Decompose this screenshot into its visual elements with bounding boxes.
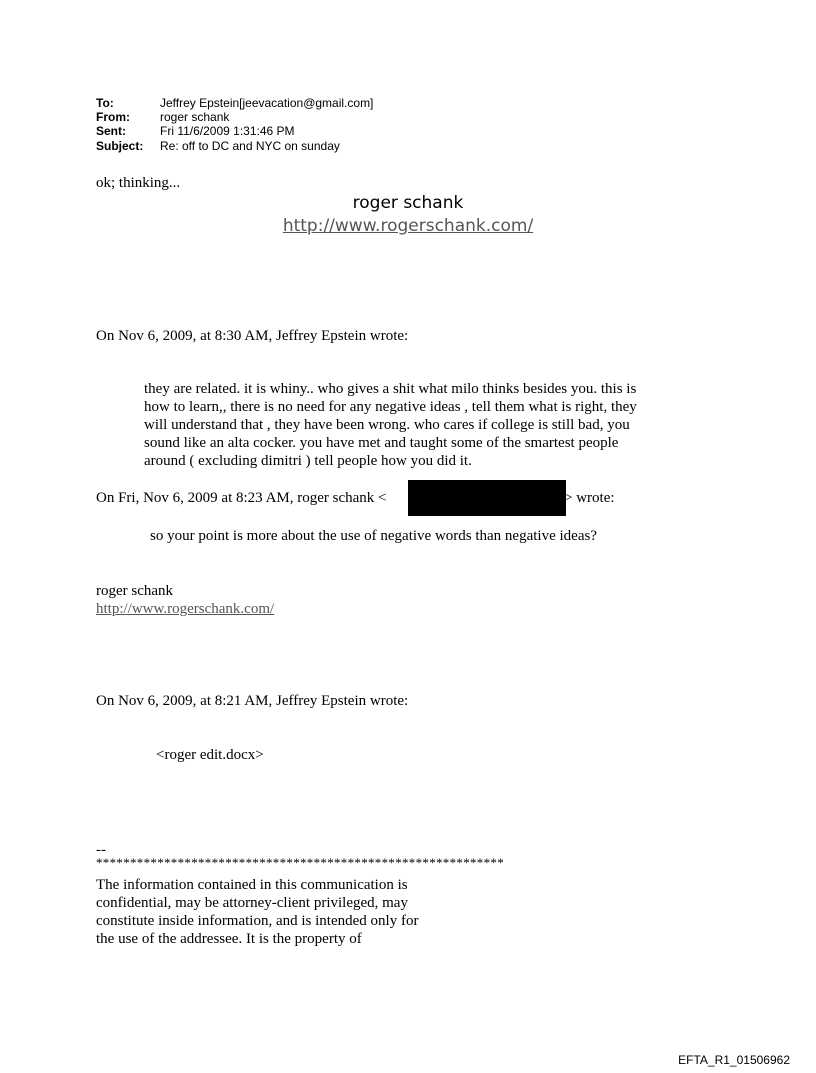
quote1-line: they are related. it is whiny.. who gives a shit what milo thinks besides you. this is [144, 381, 637, 397]
quote1-line: how to learn,, there is no need for any negative ideas , tell them what is right, they [144, 399, 637, 415]
subject-value: Re: off to DC and NYC on sunday [160, 139, 340, 153]
signature-name: roger schank [352, 193, 464, 213]
to-value: Jeffrey Epstein[jeevacation@gmail.com] [160, 96, 374, 110]
quote1-body [144, 380, 637, 470]
quote2-signature-url-link[interactable]: http://www.rogerschank.com/ [96, 601, 275, 617]
quote1-line: sound like an alta cocker. you have met and taught some of the smartest people [144, 435, 619, 451]
quote1-line: will understand that , they have been wrong. who cares if college is still bad, you [144, 417, 630, 433]
signature-url-row [0, 216, 816, 236]
footer-dashes: -- [96, 842, 106, 858]
quote1-line: around ( excluding dimitri ) tell people how you did it. [144, 453, 472, 469]
quote2-signature-name: roger schank [96, 583, 174, 599]
sent-label: Sent: [96, 124, 126, 138]
from-label: From: [96, 110, 130, 124]
redaction-box [408, 480, 566, 516]
signature-url-link[interactable]: http://www.rogerschank.com/ [282, 216, 534, 236]
quote2-text: so your point is more about the use of negative words than negative ideas? [150, 528, 597, 544]
disclaimer-line: confidential, may be attorney-client privileged, may [96, 895, 408, 911]
footer-stars: ************************************************************ [96, 855, 504, 870]
document-id: EFTA_R1_01506962 [678, 1053, 790, 1067]
sent-value: Fri 11/6/2009 1:31:46 PM [160, 124, 295, 138]
quote2-attribution-suffix: > wrote: [564, 490, 615, 506]
quote3-attribution: On Nov 6, 2009, at 8:21 AM, Jeffrey Epstein wrote: [96, 693, 409, 709]
quote1-attribution: On Nov 6, 2009, at 8:30 AM, Jeffrey Epstein wrote: [96, 328, 409, 344]
quote2-signature-url-row [96, 600, 274, 618]
from-value: roger schank [160, 110, 230, 124]
disclaimer [96, 876, 418, 948]
disclaimer-line: The information contained in this communication is [96, 877, 408, 893]
attachment-name[interactable]: <roger edit.docx> [156, 747, 264, 763]
reply-text: ok; thinking... [96, 175, 181, 191]
subject-label: Subject: [96, 139, 144, 153]
quote2-attribution-prefix: On Fri, Nov 6, 2009 at 8:23 AM, roger schank < [96, 490, 387, 506]
disclaimer-line: the use of the addressee. It is the property of [96, 931, 362, 947]
quote2-attribution [96, 489, 387, 507]
disclaimer-line: constitute inside information, and is intended only for [96, 913, 419, 929]
to-label: To: [96, 96, 114, 110]
